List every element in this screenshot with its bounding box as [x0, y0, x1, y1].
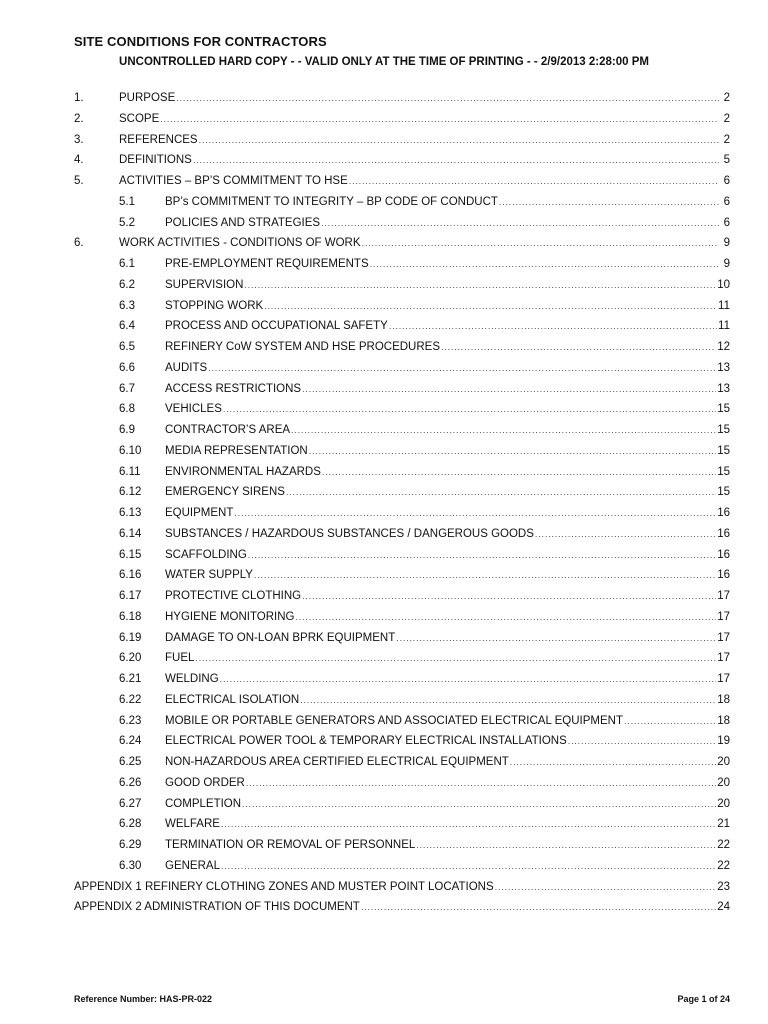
toc-entry-page: 18 [717, 693, 730, 706]
toc-entry-label: PROCESS AND OCCUPATIONAL SAFETY [165, 320, 388, 333]
toc-entry-number: 6.19 [119, 631, 142, 644]
toc-entry-page: 10 [717, 278, 730, 291]
toc-entry-label: DAMAGE TO ON-LOAN BPRK EQUIPMENT [165, 631, 396, 644]
toc-entry-page: 9 [723, 258, 730, 270]
toc-entry[interactable] [0, 524, 768, 545]
toc-entry-label: PURPOSE [119, 92, 176, 104]
toc-entry[interactable] [0, 296, 768, 317]
toc-entry[interactable] [0, 130, 768, 151]
toc-entry-label: PROTECTIVE CLOTHING [165, 590, 302, 602]
toc-entry-page: 2 [723, 92, 730, 104]
toc-entry[interactable] [0, 171, 768, 192]
toc-entry-line [165, 420, 730, 441]
toc-dot-leader [176, 88, 719, 109]
toc-entry-line [165, 545, 730, 566]
toc-dot-leader [296, 607, 717, 628]
toc-entry-page: 17 [717, 610, 730, 623]
toc-entry-line [165, 192, 730, 213]
toc-dot-leader [535, 524, 716, 545]
toc-entry-page: 15 [717, 465, 730, 478]
toc-entry-number: 6.30 [119, 859, 142, 872]
toc-entry-line [165, 462, 730, 483]
toc-dot-leader [499, 192, 719, 213]
toc-entry-label: FUEL [165, 652, 195, 665]
toc-entry-line [74, 897, 730, 918]
toc-entry[interactable] [0, 109, 768, 130]
toc-entry-page: 2 [723, 133, 730, 146]
toc-entry-label: SCOPE [119, 112, 160, 125]
toc-entry[interactable] [0, 379, 768, 400]
toc-dot-leader [300, 690, 716, 711]
toc-entry-line [165, 856, 730, 877]
toc-entry-number: 2. [74, 112, 84, 125]
toc-entry-number: 6.1 [119, 258, 135, 270]
toc-dot-leader [160, 109, 719, 130]
toc-entry[interactable] [0, 233, 768, 254]
toc-entry-line [165, 254, 730, 275]
toc-dot-leader [510, 752, 716, 773]
toc-entry-page: 22 [717, 839, 730, 851]
toc-entry-label: NON-HAZARDOUS AREA CERTIFIED ELECTRICAL EQUIPMENT [165, 756, 509, 768]
toc-dot-leader [195, 648, 716, 669]
toc-entry-label: MEDIA REPRESENTATION [165, 444, 308, 457]
toc-dot-leader [246, 773, 716, 794]
toc-entry-label: WELDING [165, 673, 219, 685]
toc-entry-label: WORK ACTIVITIES - CONDITIONS OF WORK [119, 237, 361, 250]
toc-entry-number: 1. [74, 92, 84, 104]
toc-entry-line [165, 441, 730, 462]
toc-entry-line [165, 607, 730, 628]
toc-dot-leader [234, 503, 716, 524]
toc-entry-number: 6.7 [119, 382, 135, 395]
toc-entry-label: GENERAL [165, 859, 220, 872]
toc-dot-leader [416, 835, 716, 856]
toc-entry[interactable] [0, 794, 768, 815]
toc-entry-page: 20 [717, 756, 730, 768]
toc-entry-label: WATER SUPPLY [165, 569, 253, 582]
toc-dot-leader [254, 565, 716, 586]
toc-dot-leader [302, 379, 716, 400]
toc-entry[interactable] [0, 192, 768, 213]
toc-entry-number: 6.24 [119, 735, 142, 748]
toc-entry-line [165, 628, 730, 649]
toc-entry-number: 6.14 [119, 527, 142, 540]
toc-entry-number: 3. [74, 133, 84, 146]
toc-entry-line [165, 690, 730, 711]
toc-dot-leader [223, 399, 716, 420]
toc-entry-page: 18 [717, 714, 730, 727]
toc-dot-leader [248, 545, 716, 566]
toc-entry[interactable] [0, 337, 768, 358]
toc-dot-leader [302, 586, 716, 607]
toc-entry-number: 6.4 [119, 320, 135, 333]
toc-entry[interactable] [0, 690, 768, 711]
toc-entry-page: 17 [717, 631, 730, 644]
toc-dot-leader [624, 711, 716, 732]
toc-entry-page: 6 [723, 195, 730, 208]
toc-dot-leader [361, 897, 716, 918]
toc-dot-leader [370, 254, 719, 275]
toc-entry-number: 6.13 [119, 507, 142, 519]
toc-entry[interactable] [0, 213, 768, 234]
toc-entry-number: 6.26 [119, 776, 142, 789]
toc-entry-line [165, 669, 730, 690]
toc-entry[interactable] [0, 565, 768, 586]
toc-entry-label: POLICIES AND STRATEGIES [165, 216, 321, 229]
toc-entry-label: ACCESS RESTRICTIONS [165, 382, 302, 395]
toc-entry-number: 5. [74, 175, 84, 187]
toc-entry[interactable] [0, 420, 768, 441]
toc-entry-page: 15 [717, 486, 730, 499]
toc-entry-label: PRE-EMPLOYMENT REQUIREMENTS [165, 258, 369, 270]
toc-entry-number: 6.9 [119, 424, 135, 436]
toc-entry-line [165, 399, 730, 420]
toc-entry-number: 6.12 [119, 486, 142, 499]
toc-entry-line [165, 503, 730, 524]
toc-entry-page: 6 [723, 175, 730, 187]
toc-entry-line [165, 358, 730, 379]
toc-entry-page: 15 [717, 424, 730, 436]
toc-entry-label: EQUIPMENT [165, 507, 234, 519]
toc-entry-number: 6.18 [119, 610, 142, 623]
toc-entry-line [165, 379, 730, 400]
toc-entry-page: 17 [717, 590, 730, 602]
toc-entry-label: APPENDIX 2 ADMINISTRATION OF THIS DOCUMENT [74, 901, 360, 914]
toc-entry-page: 11 [718, 320, 730, 333]
toc-dot-leader [495, 877, 717, 898]
toc-entry[interactable] [0, 752, 768, 773]
toc-entry-number: 6.8 [119, 403, 135, 416]
toc-entry-line [165, 794, 730, 815]
toc-entry-number: 6.23 [119, 714, 142, 727]
toc-entry[interactable] [0, 482, 768, 503]
toc-entry-line [165, 482, 730, 503]
toc-entry-line [165, 586, 730, 607]
toc-entry-page: 11 [718, 299, 730, 312]
toc-entry[interactable] [0, 835, 768, 856]
toc-entry-label: AUDITS [165, 361, 208, 374]
toc-entry-line [165, 213, 730, 234]
toc-entry-line [165, 648, 730, 669]
toc-entry-page: 13 [717, 382, 730, 395]
toc-entry-page: 16 [717, 569, 730, 582]
toc-entry-number: 6.5 [119, 341, 135, 353]
toc-entry[interactable] [0, 877, 768, 898]
toc-entry[interactable] [0, 545, 768, 566]
toc-entry-page: 12 [717, 341, 730, 353]
toc-entry-line [165, 316, 730, 337]
reference-number: Reference Number: HAS-PR-022 [74, 994, 213, 1004]
toc-entry[interactable] [0, 731, 768, 752]
toc-entry-line [165, 275, 730, 296]
toc-entry-page: 20 [717, 776, 730, 789]
toc-entry-line [165, 337, 730, 358]
toc-dot-leader [221, 814, 716, 835]
toc-entry-number: 6.20 [119, 652, 142, 665]
table-of-contents [0, 88, 768, 918]
toc-dot-leader [321, 213, 719, 234]
toc-entry[interactable] [0, 648, 768, 669]
toc-entry-page: 13 [717, 361, 730, 374]
toc-entry-page: 17 [717, 673, 730, 685]
toc-entry-page: 15 [717, 403, 730, 416]
toc-entry[interactable] [0, 814, 768, 835]
toc-entry[interactable] [0, 88, 768, 109]
toc-entry-line [165, 814, 730, 835]
toc-entry-page: 6 [723, 216, 730, 229]
toc-entry-number: 6.11 [119, 465, 141, 478]
toc-entry-number: 6.21 [119, 673, 142, 685]
toc-entry-label: VEHICLES [165, 403, 222, 416]
toc-entry-label: SUBSTANCES / HAZARDOUS SUBSTANCES / DANGEROUS GOODS [165, 527, 534, 540]
toc-entry[interactable] [0, 275, 768, 296]
toc-entry-number: 6.28 [119, 818, 142, 831]
toc-entry-label: ACTIVITIES – BP’S COMMITMENT TO HSE [119, 175, 348, 187]
toc-entry-label: GOOD ORDER [165, 776, 245, 789]
toc-entry-label: STOPPING WORK [165, 299, 264, 312]
toc-entry-line [165, 296, 730, 317]
toc-entry-page: 21 [717, 818, 730, 831]
toc-entry-line [165, 524, 730, 545]
toc-dot-leader [309, 441, 716, 462]
toc-dot-leader [264, 296, 717, 317]
toc-entry-page: 16 [717, 527, 730, 540]
toc-entry[interactable] [0, 586, 768, 607]
toc-dot-leader [349, 171, 719, 192]
toc-entry-page: 5 [723, 154, 730, 167]
toc-entry-label: ELECTRICAL POWER TOOL & TEMPORARY ELECTRICAL INSTALLATIONS [165, 735, 567, 748]
toc-entry[interactable] [0, 399, 768, 420]
toc-entry-number: 6.6 [119, 361, 135, 374]
toc-dot-leader [242, 794, 716, 815]
toc-entry-number: 6.16 [119, 569, 142, 582]
toc-entry-label: HYGIENE MONITORING [165, 610, 295, 623]
toc-entry-page: 23 [717, 880, 730, 893]
toc-dot-leader [389, 316, 717, 337]
toc-entry[interactable] [0, 503, 768, 524]
toc-entry-line [165, 731, 730, 752]
toc-dot-leader [362, 233, 719, 254]
toc-entry[interactable] [0, 254, 768, 275]
toc-entry-number: 6.25 [119, 756, 142, 768]
toc-entry-label: EMERGENCY SIRENS [165, 486, 285, 499]
toc-entry-page: 22 [717, 859, 730, 872]
toc-entry[interactable] [0, 711, 768, 732]
toc-entry-line [165, 752, 730, 773]
toc-entry-number: 6.22 [119, 693, 142, 706]
toc-entry-line [119, 150, 730, 171]
toc-entry[interactable] [0, 607, 768, 628]
toc-entry-line [119, 171, 730, 192]
toc-entry-page: 17 [717, 652, 730, 665]
toc-entry-label: SCAFFOLDING [165, 548, 247, 561]
toc-entry-line [165, 711, 730, 732]
toc-dot-leader [568, 731, 716, 752]
toc-entry-label: ELECTRICAL ISOLATION [165, 693, 300, 706]
toc-entry-number: 6.10 [119, 444, 142, 457]
toc-dot-leader [286, 482, 716, 503]
toc-entry[interactable] [0, 441, 768, 462]
document-title: SITE CONDITIONS FOR CONTRACTORS [74, 34, 327, 49]
toc-entry[interactable] [0, 150, 768, 171]
toc-entry-line [119, 109, 730, 130]
toc-entry-page: 16 [717, 548, 730, 561]
toc-entry[interactable] [0, 628, 768, 649]
toc-entry-line [165, 565, 730, 586]
toc-entry-label: TERMINATION OR REMOVAL OF PERSONNEL [165, 839, 416, 851]
toc-entry[interactable] [0, 773, 768, 794]
toc-entry-number: 6.3 [119, 299, 135, 312]
toc-entry-line [165, 773, 730, 794]
toc-dot-leader [441, 337, 716, 358]
toc-entry-number: 6.27 [119, 797, 142, 810]
toc-dot-leader [193, 150, 719, 171]
toc-entry-line [165, 835, 730, 856]
toc-entry-label: APPENDIX 1 REFINERY CLOTHING ZONES AND MUSTER POINT LOCATIONS [74, 880, 494, 893]
toc-entry-page: 2 [723, 112, 730, 125]
toc-entry-label: BP’s COMMITMENT TO INTEGRITY – BP CODE OF CONDUCT [165, 195, 498, 208]
page-indicator: Page 1 of 24 [677, 994, 730, 1004]
toc-entry-label: CONTRACTOR’S AREA [165, 424, 291, 436]
toc-entry-page: 15 [717, 444, 730, 457]
toc-entry-number: 6. [74, 237, 84, 250]
toc-entry-number: 6.2 [119, 278, 135, 291]
toc-dot-leader [396, 628, 716, 649]
toc-entry-line [74, 877, 730, 898]
toc-entry-number: 4. [74, 154, 84, 167]
toc-entry-number: 6.15 [119, 548, 142, 561]
toc-entry[interactable] [0, 316, 768, 337]
toc-dot-leader [322, 462, 716, 483]
toc-entry-page: 20 [717, 797, 730, 810]
toc-dot-leader [291, 420, 716, 441]
toc-dot-leader [199, 130, 719, 151]
toc-entry[interactable] [0, 856, 768, 877]
toc-entry-page: 19 [717, 735, 730, 748]
toc-entry[interactable] [0, 462, 768, 483]
toc-entry-label: WELFARE [165, 818, 220, 831]
toc-entry-line [119, 130, 730, 151]
toc-entry[interactable] [0, 897, 768, 918]
toc-entry-line [119, 88, 730, 109]
toc-entry-label: ENVIRONMENTAL HAZARDS [165, 465, 321, 478]
toc-entry-label: COMPLETION [165, 797, 242, 810]
toc-entry-number: 6.17 [119, 590, 142, 602]
toc-dot-leader [244, 275, 716, 296]
toc-entry-page: 16 [717, 507, 730, 519]
toc-entry-label: REFINERY CoW SYSTEM AND HSE PROCEDURES [165, 341, 440, 353]
toc-entry-line [119, 233, 730, 254]
toc-entry-label: DEFINITIONS [119, 154, 192, 167]
toc-entry-number: 5.1 [119, 195, 135, 208]
toc-dot-leader [208, 358, 716, 379]
toc-entry-number: 5.2 [119, 216, 135, 229]
toc-entry-label: REFERENCES [119, 133, 198, 146]
toc-entry[interactable] [0, 669, 768, 690]
toc-entry-page: 9 [723, 237, 730, 250]
document-subtitle: UNCONTROLLED HARD COPY - - VALID ONLY AT THE TIME OF PRINTING - - 2/9/2013 2:28:00 PM [119, 56, 649, 68]
toc-dot-leader [220, 669, 717, 690]
toc-entry-number: 6.29 [119, 839, 142, 851]
toc-entry-label: SUPERVISION [165, 278, 244, 291]
toc-dot-leader [221, 856, 716, 877]
toc-entry-page: 24 [717, 901, 730, 914]
toc-entry-label: MOBILE OR PORTABLE GENERATORS AND ASSOCIATED ELECTRICAL EQUIPMENT [165, 714, 623, 727]
toc-entry[interactable] [0, 358, 768, 379]
